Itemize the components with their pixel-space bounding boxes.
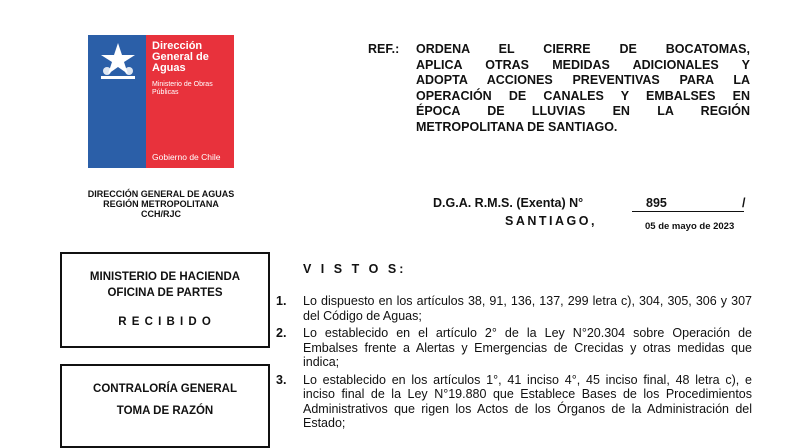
reference-text [416, 42, 750, 135]
resolution-slash: / [742, 196, 746, 210]
issuer-header [68, 189, 254, 219]
reference-line: ÉPOCA DE LLUVIAS EN LA REGIÓN [416, 104, 750, 118]
reference-line: OPERACIÓN DE CANALES Y EMBALSES EN [416, 88, 750, 103]
logo-title: Dirección General de Aguas [152, 40, 209, 74]
stamp-line: R E C I B I D O [118, 316, 212, 328]
list-item-number: 3. [276, 372, 287, 387]
list-item-text: Lo establecido en los artículos 1°, 41 inciso 4°, 45 inciso final, 48 letra c), e inciso final de la Ley N°19.880 que Establece Bases de los Procedimientos Administrativos que rigen los Actos de los Órganos de la Administración del Estado; [303, 372, 752, 430]
logo-blue-lower-block [88, 106, 146, 168]
reference-line: METROPOLITANA DE SANTIAGO. [416, 119, 618, 134]
resolution-number: 895 [646, 196, 667, 210]
vistos-heading: V I S T O S: [303, 262, 407, 276]
resolution-date: 05 de mayo de 2023 [645, 221, 735, 232]
list-item [276, 373, 752, 431]
list-item [276, 294, 752, 323]
stamp-line: OFICINA DE PARTES [107, 287, 223, 299]
stamp-line: MINISTERIO DE HACIENDA [89, 271, 241, 283]
stamp-line: TOMA DE RAZÓN [116, 405, 214, 417]
reference-label: REF.: [368, 42, 400, 56]
list-item-number: 2. [276, 326, 287, 340]
coat-of-arms-icon [95, 41, 141, 81]
resolution-number-line [433, 196, 746, 210]
issuer-line: CCH/RJC [140, 209, 181, 219]
hacienda-stamp-box [60, 252, 270, 348]
resolution-underline [632, 211, 744, 212]
issuer-line: REGIÓN METROPOLITANA [103, 199, 219, 209]
resolution-city: SANTIAGO, [505, 214, 597, 228]
contraloria-stamp-box [60, 364, 270, 448]
logo-footer: Gobierno de Chile [152, 152, 221, 162]
list-item-text: Lo dispuesto en los artículos 38, 91, 136, 137, 299 letra c), 304, 305, 306 y 307 del Código de Aguas; [303, 294, 752, 323]
reference-line: ADOPTA ACCIONES PREVENTIVAS PARA LA [416, 73, 750, 87]
vistos-list [276, 294, 752, 434]
resolution-label: D.G.A. R.M.S. (Exenta) N° [433, 196, 584, 210]
list-item [276, 326, 752, 370]
stamp-line: CONTRALORÍA GENERAL [93, 383, 237, 395]
logo-ministry: Ministerio de Obras Públicas [152, 81, 213, 96]
reference-line: APLICA OTRAS MEDIDAS ADICIONALES Y [416, 57, 750, 72]
list-item-text: Lo establecido en el artículo 2° de la Ley N°20.304 sobre Operación de Embalses frente a Alertas y Emergencias de Crecidas y otras medidas que indica; [303, 326, 752, 369]
list-item-number: 1. [276, 294, 287, 308]
dga-logo [88, 35, 234, 168]
issuer-line: DIRECCIÓN GENERAL DE AGUAS [87, 189, 235, 199]
reference-line: ORDENA EL CIERRE DE BOCATOMAS, [416, 42, 750, 56]
